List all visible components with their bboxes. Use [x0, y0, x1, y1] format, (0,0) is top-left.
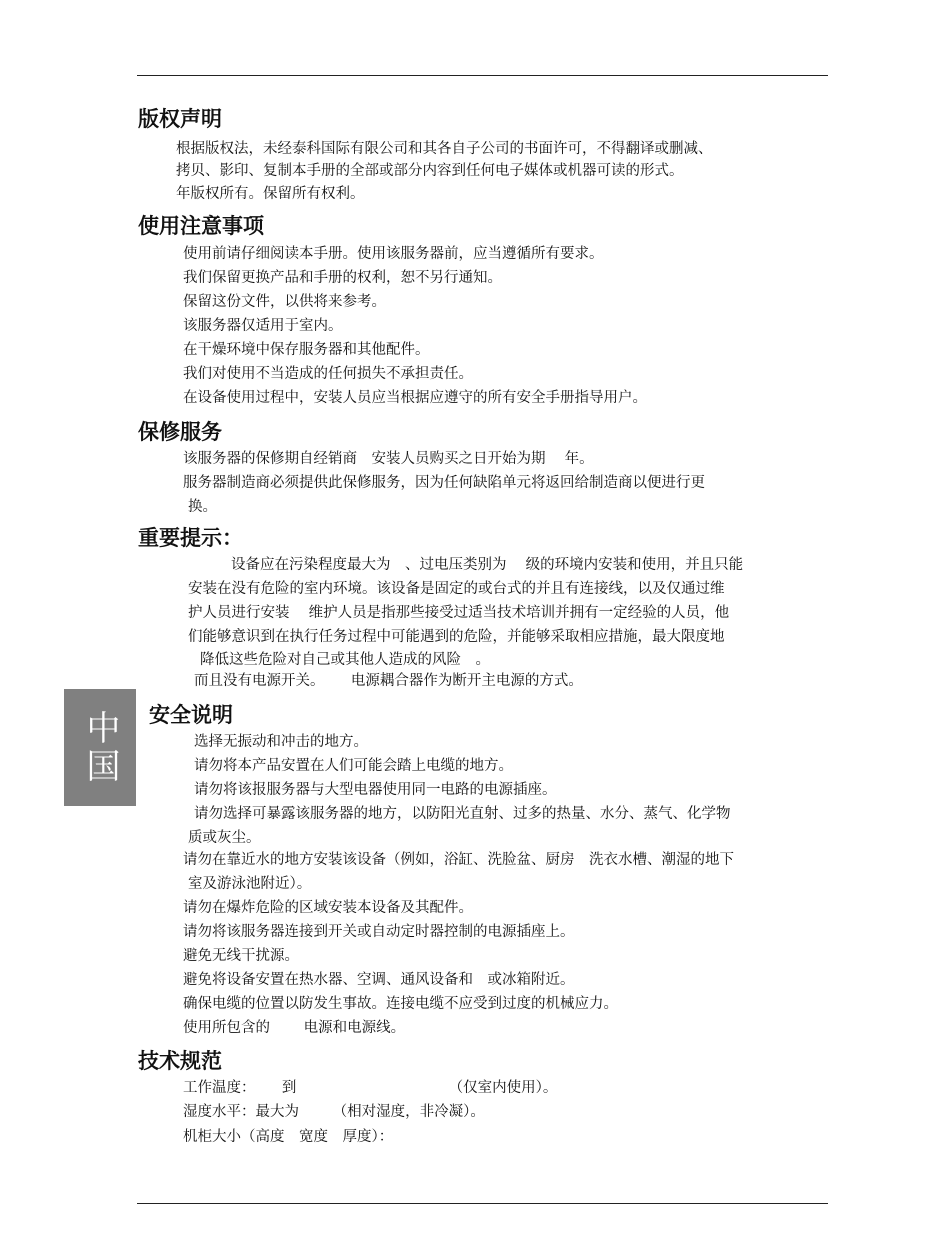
- copyright-line: 年版权所有。保留所有权利。: [176, 186, 365, 202]
- warranty-line: 该服务器的保修期自经销商 安装人员购买之日开始为期 年。: [183, 451, 594, 467]
- safety-line: 请勿将该服务器连接到开关或自动定时器控制的电源插座上。: [183, 924, 575, 940]
- usage-line: 该服务器仅适用于室内。: [183, 318, 343, 334]
- important-line: 安装在没有危险的室内环境。该设备是固定的或台式的并且有连接线，以及仅通过维: [188, 581, 725, 597]
- safety-line: 请勿在靠近水的地方安装该设备（例如，浴缸、洗脸盆、厨房 洗衣水槽、潮湿的地下: [183, 852, 734, 868]
- safety-line: 选择无振动和冲击的地方。: [194, 734, 368, 750]
- specs-line: 湿度水平：最大为 （相对湿度，非冷凝）。: [183, 1104, 485, 1120]
- usage-line: 使用前请仔细阅读本手册。使用该服务器前，应当遵循所有要求。: [183, 246, 604, 262]
- warranty-line: 服务器制造商必须提供此保修服务，因为任何缺陷单元将返回给制造商以便进行更: [183, 475, 705, 491]
- safety-line: 请勿将本产品安置在人们可能会踏上电缆的地方。: [194, 758, 513, 774]
- warranty-heading: 保修服务: [138, 420, 222, 444]
- warranty-line: 换。: [188, 499, 217, 515]
- important-line: 护人员进行安装 维护人员是指那些接受过适当技术培训并拥有一定经验的人员，他: [188, 605, 730, 621]
- usage-line: 在设备使用过程中，安装人员应当根据应遵守的所有安全手册指导用户。: [183, 390, 647, 406]
- usage-heading: 使用注意事项: [138, 214, 264, 238]
- important-line: 们能够意识到在执行任务过程中可能遇到的危险，并能够采取相应措施，最大限度地: [188, 629, 725, 645]
- important-heading: 重要提示：: [138, 526, 243, 550]
- safety-line: 避免将设备安置在热水器、空调、通风设备和 或冰箱附近。: [183, 972, 575, 988]
- safety-line: 使用所包含的 电源和电源线。: [183, 1020, 406, 1036]
- safety-line: 请勿选择可暴露该服务器的地方，以防阳光直射、过多的热量、水分、蒸气、化学物: [194, 806, 731, 822]
- important-line: 设备应在污染程度最大为 、过电压类别为 级的环境内安装和使用，并且只能: [231, 557, 744, 573]
- safety-line: 请勿在爆炸危险的区域安装本设备及其配件。: [183, 900, 473, 916]
- specs-heading: 技术规范: [138, 1049, 222, 1073]
- usage-line: 在干燥环境中保存服务器和其他配件。: [183, 342, 430, 358]
- safety-line: 室及游泳池附近）。: [188, 876, 312, 892]
- safety-heading: 安全说明: [149, 703, 233, 727]
- language-side-tab: [64, 689, 136, 806]
- copyright-line: 根据版权法，未经泰科国际有限公司和其各自子公司的书面许可，不得翻译或删减、: [176, 141, 713, 157]
- important-line: 而且没有电源开关。 电源耦合器作为断开主电源的方式。: [194, 673, 583, 689]
- copyright-heading: 版权声明: [138, 107, 222, 131]
- safety-line: 质或灰尘。: [188, 830, 261, 846]
- important-line: 降低这些危险对自己或其他人造成的风险 。: [200, 652, 490, 668]
- copyright-line: 拷贝、影印、复制本手册的全部或部分内容到任何电子媒体或机器可读的形式。: [176, 163, 684, 179]
- usage-line: 我们对使用不当造成的任何损失不承担责任。: [183, 366, 473, 382]
- top-rule: [137, 75, 828, 76]
- specs-line: 工作温度： 到 （仅室内使用）。: [183, 1080, 558, 1096]
- usage-line: 保留这份文件，以供将来参考。: [183, 294, 386, 310]
- safety-line: 请勿将该报服务器与大型电器使用同一电路的电源插座。: [194, 782, 557, 798]
- safety-line: 避免无线干扰源。: [183, 948, 299, 964]
- bottom-rule: [137, 1203, 828, 1204]
- side-tab-label: 中国: [80, 709, 120, 786]
- specs-line: 机柜大小（高度 宽度 厚度）：: [183, 1129, 394, 1145]
- usage-line: 我们保留更换产品和手册的权利，恕不另行通知。: [183, 270, 502, 286]
- safety-line: 确保电缆的位置以防发生事故。连接电缆不应受到过度的机械应力。: [183, 996, 618, 1012]
